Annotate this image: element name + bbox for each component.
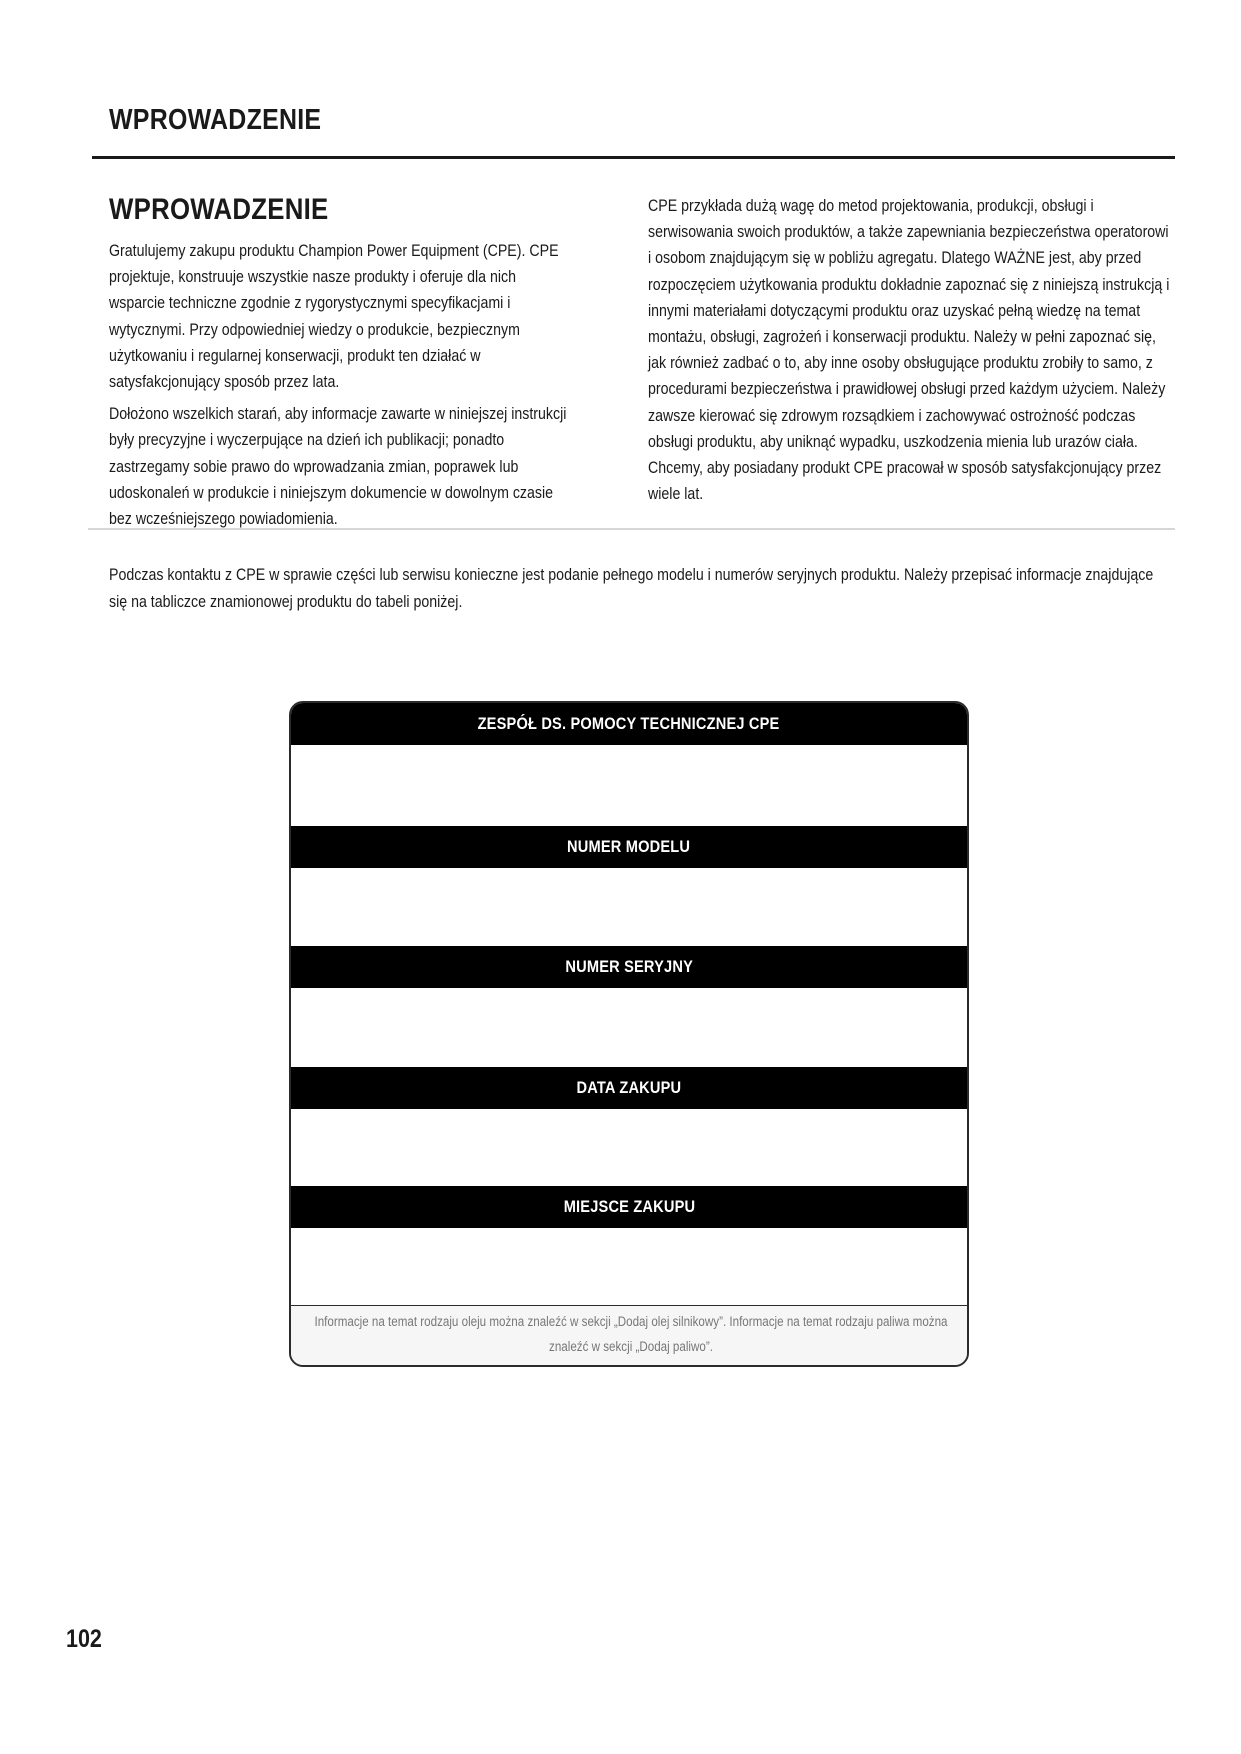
intro-right-column [648, 193, 1174, 507]
section-heading: WPROWADZENIE [109, 193, 329, 226]
header-divider [92, 156, 1175, 159]
support-team-field[interactable] [291, 745, 967, 826]
intro-paragraph-3: CPE przykłada dużą wagę do metod projektowania, produkcji, obsługi i serwisowania swoich produktów, a także zapewniania bezpieczeństwa operatorowi i osobom znajdującym się w pobliżu agregatu. Dlatego WAŻNE jest, aby przed rozpoczęciem użytkowania produktu dokładnie zapoznać się z niniejszą instrukcją i innymi materiałami dotyczącymi produktu oraz uzyskać pełną wiedzę na temat montażu, obsługi, zagrożeń i konserwacji produktu. Należy w pełni zapoznać się, jak również zadbać o to, aby inne osoby obsługujące produktu zrobiły to samo, z procedurami bezpieczeństwa i prawidłowej obsługi przed każdym użyciem. Należy zawsze kierować się zdrowym rozsądkiem i zachowywać ostrożność podczas obsługi produktu, aby uniknąć wypadku, uszkodzenia mienia lub urazów ciała. Chcemy, aby posiadany produkt CPE pracował w sposób satysfakcjonujący przez wiele lat. [648, 197, 1170, 504]
section-divider [88, 528, 1175, 530]
page-header-title: WPROWADZENIE [109, 104, 322, 136]
intro-paragraph-2: Dołożono wszelkich starań, aby informacje zawarte w niniejszej instrukcji były precyzyjne i wyczerpujące na dzień ich publikacji; ponadto zastrzegamy sobie prawo do wprowadzania zmian, poprawek lub udoskonaleń w produkcie i niniejszym dokumencie w dowolnym czasie bez wcześniejszego powiadomienia. [109, 405, 567, 529]
purchase-place-label: MIEJSCE ZAKUPU [291, 1186, 967, 1228]
purchase-date-field[interactable] [291, 1109, 967, 1186]
model-number-field[interactable] [291, 868, 967, 946]
serial-number-field[interactable] [291, 988, 967, 1067]
table-footnote: Informacje na temat rodzaju oleju można znaleźć w sekcji „Dodaj olej silnikowy”. Informacje na temat rodzaju paliwa można znaleźć w sekcji „Dodaj paliwo”. [291, 1305, 967, 1365]
contact-instructions: Podczas kontaktu z CPE w sprawie części lub serwisu konieczne jest podanie pełnego modelu i numerów seryjnych produktu. Należy przepisać informacje znajdujące się na tabliczce znamionowej produktu do tabeli poniżej. [109, 566, 1154, 611]
purchase-place-field[interactable] [291, 1228, 967, 1307]
support-team-header: ZESPÓŁ DS. POMOCY TECHNICZNEJ CPE [291, 703, 967, 745]
product-info-table [289, 701, 969, 1367]
purchase-date-label: DATA ZAKUPU [291, 1067, 967, 1109]
model-number-label: NUMER MODELU [291, 826, 967, 868]
serial-number-label: NUMER SERYJNY [291, 946, 967, 988]
intro-paragraph-1: Gratulujemy zakupu produktu Champion Power Equipment (CPE). CPE projektuje, konstruuje wszystkie nasze produkty i oferuje dla nich wsparcie techniczne zgodnie z rygorystycznymi specyfikacjami i wytycznymi. Przy odpowiedniej wiedzy o produkcie, bezpiecznym użytkowaniu i regularnej konserwacji, produkt ten działać w satysfakcjonujący sposób przez lata. [109, 242, 559, 392]
intro-left-column [109, 193, 573, 532]
page-number: 102 [66, 1625, 102, 1653]
